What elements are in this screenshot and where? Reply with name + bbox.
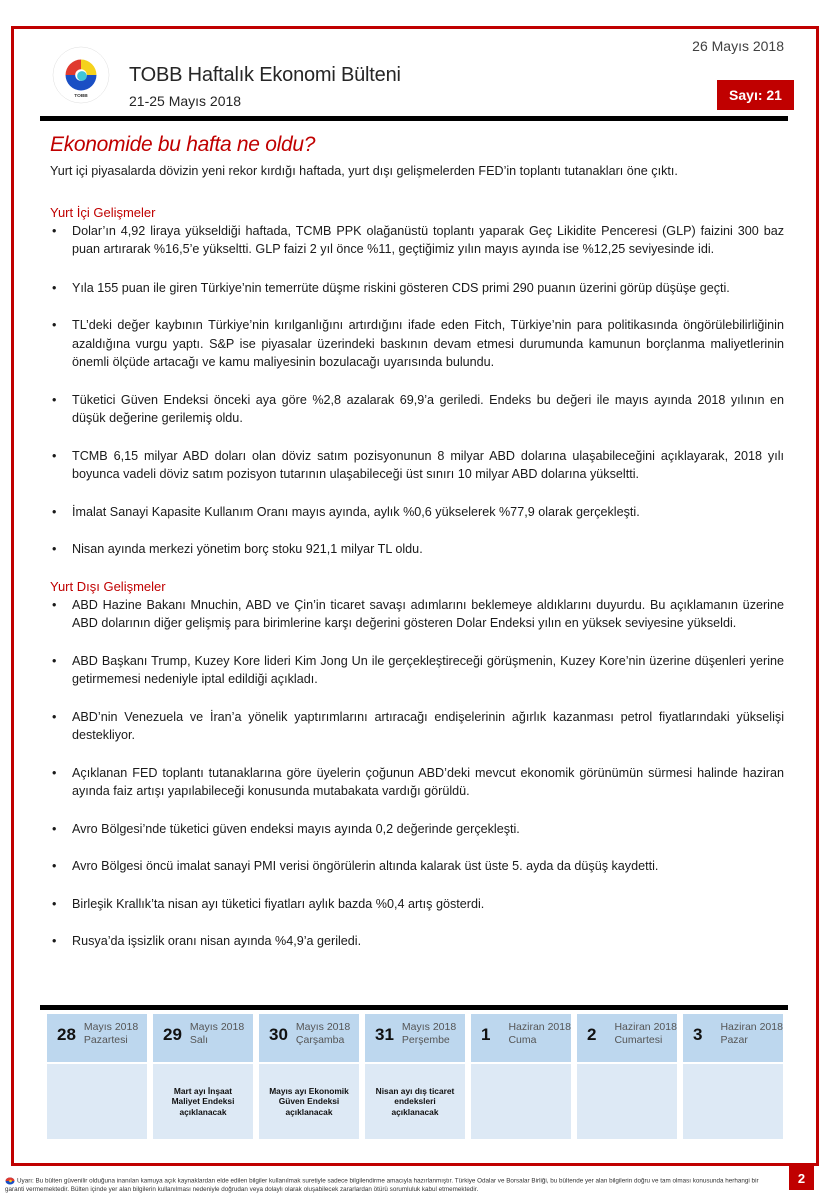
day-month: Mayıs 2018 <box>83 1021 139 1033</box>
calendar-day <box>471 1014 571 1139</box>
issue-badge: Sayı: 21 <box>717 80 794 110</box>
header-divider <box>40 116 788 121</box>
calendar-day <box>259 1014 359 1139</box>
day-event: Mayıs ayı Ekonomik Güven Endeksi açıklanacak <box>259 1064 359 1139</box>
logo-text: TOBB <box>74 94 88 100</box>
day-weekday: Çarşamba <box>295 1034 345 1046</box>
list-item: • Avro Bölgesi’nde tüketici güven endeksi mayıs ayında 0,2 değerinde gerçekleşti. <box>50 820 784 839</box>
bulletin-period: 21-25 Mayıs 2018 <box>129 93 242 109</box>
day-number: 2 <box>587 1025 597 1044</box>
calendar-day <box>683 1014 783 1139</box>
day-number: 1 <box>481 1025 491 1044</box>
calendar-day <box>577 1014 677 1139</box>
day-weekday: Salı <box>189 1034 209 1046</box>
list-item: • ABD’nin Venezuela ve İran’a yönelik yaptırımlarını artıracağı endişelerinin ağırlık kazanması petrol fiyatlarındaki yükselişi destekliyor. <box>50 708 784 745</box>
calendar-day-header <box>365 1014 465 1062</box>
day-number: 31 <box>375 1025 394 1044</box>
day-month: Haziran 2018 <box>614 1021 677 1033</box>
day-event: Nisan ayı dış ticaret endeksleri açıklanacak <box>365 1064 465 1139</box>
day-month: Haziran 2018 <box>508 1021 571 1033</box>
list-item: • Açıklanan FED toplantı tutanaklarına göre üyelerin çoğunun ABD’deki mevcut ekonomik görünümün sürmesi halinde haziran ayında faiz artışı yapılabileceği konusunda mutabakata vardığı görüldü. <box>50 764 784 801</box>
day-number: 28 <box>57 1025 76 1044</box>
day-month: Mayıs 2018 <box>189 1021 245 1033</box>
list-item: • İmalat Sanayi Kapasite Kullanım Oranı mayıs ayında, aylık %0,6 yükselerek %77,9 olarak gerçekleşti. <box>50 503 784 522</box>
day-weekday: Cuma <box>508 1034 537 1046</box>
disclaimer <box>5 1177 775 1195</box>
calendar-day-header <box>683 1014 783 1062</box>
tobb-mini-logo-icon <box>5 1177 15 1185</box>
foreign-list <box>50 596 784 951</box>
day-weekday: Perşembe <box>401 1034 450 1046</box>
list-item: • Tüketici Güven Endeksi önceki aya göre %2,8 azalarak 69,9’a geriledi. Endeks bu değeri ile mayıs ayında 2018 yılının en düşük değerine gerilemiş oldu. <box>50 391 784 428</box>
day-event <box>47 1064 147 1139</box>
list-item: • Avro Bölgesi öncü imalat sanayi PMI verisi öngörülerin altında kalarak üst üste 5. ayda da düşüş kaydetti. <box>50 857 784 876</box>
domestic-heading: Yurt İçi Gelişmeler <box>50 204 156 220</box>
calendar-day-header <box>471 1014 571 1062</box>
list-item: • TCMB 6,15 milyar ABD doları olan döviz satım pozisyonunun 8 milyar ABD dolarına ulaşabileceğini açıklayarak, 2018 yılı boyunca vadeli döviz satım pozisyon tutarının ulaşabileceği üst sınırı 10 milyar ABD dolarına yükseltti. <box>50 447 784 484</box>
day-month: Haziran 2018 <box>720 1021 783 1033</box>
bulletin-title: TOBB Haftalık Ekonomi Bülteni <box>129 64 401 86</box>
intro-text: Yurt içi piyasalarda dövizin yeni rekor kırdığı haftada, yurt dışı gelişmelerden FED’in toplantı tutanakları öne çıktı. <box>50 164 678 178</box>
list-item: • Rusya’da işsizlik oranı nisan ayında %4,9’a geriledi. <box>50 932 784 951</box>
day-weekday: Cumartesi <box>614 1034 663 1046</box>
day-month: Mayıs 2018 <box>401 1021 457 1033</box>
calendar-day <box>365 1014 465 1139</box>
foreign-heading: Yurt Dışı Gelişmeler <box>50 578 166 594</box>
calendar-divider <box>40 1005 788 1010</box>
weekly-calendar <box>47 1014 788 1139</box>
day-number: 30 <box>269 1025 288 1044</box>
list-item: • ABD Başkanı Trump, Kuzey Kore lideri Kim Jong Un ile gerçekleştireceği görüşmenin, Kuzey Kore’nin üzerine düşenleri yerine getirmemesi nedeniyle iptal edildiği açıkladı. <box>50 652 784 689</box>
day-weekday: Pazartesi <box>83 1034 128 1046</box>
calendar-day <box>153 1014 253 1139</box>
bulletin-date: 26 Mayıs 2018 <box>692 38 784 54</box>
calendar-day-header <box>577 1014 677 1062</box>
calendar-day-header <box>153 1014 253 1062</box>
day-event: Mart ayı İnşaat Maliyet Endeksi açıklanacak <box>153 1064 253 1139</box>
list-item: • Birleşik Krallık’ta nisan ayı tüketici fiyatları aylık bazda %0,4 artış gösterdi. <box>50 895 784 914</box>
tobb-logo-icon <box>52 46 110 104</box>
day-weekday: Pazar <box>720 1034 748 1046</box>
list-item: • TL’deki değer kaybının Türkiye’nin kırılganlığını artırdığını ifade eden Fitch, Türkiye’nin para politikasında öngörülebilirliğinin azaldığına vurgu yaptı. S&P ise piyasalar üzerindeki baskının devam etmesi durumunda kamunun borçlanma maliyetlerinin önemli ölçüde artacağı ve kamu maliyesinin bozulacağı uyarısında bulundu. <box>50 316 784 372</box>
calendar-day-header <box>47 1014 147 1062</box>
main-content <box>50 162 784 970</box>
list-item: • Nisan ayında merkezi yönetim borç stoku 921,1 milyar TL oldu. <box>50 540 784 559</box>
day-number: 3 <box>693 1025 703 1044</box>
list-item: • ABD Hazine Bakanı Mnuchin, ABD ve Çin’in ticaret savaşı adımlarını beklemeye aldıklarını duyurdu. Bu açıklamanın üzerine ABD dolarının diğer gelişmiş para birimlerine karşı değerini gösteren Dolar Endeksi yılın en yüksek seviyesine yükseldi. <box>50 596 784 633</box>
domestic-list <box>50 222 784 559</box>
page-number: 2 <box>789 1166 814 1190</box>
day-number: 29 <box>163 1025 182 1044</box>
day-event <box>577 1064 677 1139</box>
disclaimer-text: Uyarı: Bu bülten güvenilir olduğuna inanılan kamuya açık kaynaklardan elde edilen bilgiler kullanılmak suretiyle sadece bilgilendirme amacıyla hazırlanmıştır. Türkiye Odalar ve Borsalar Birliği, bu bültende yer alan bilgilerin doğru ve tam olması konusunda herhangi bir garanti vermemektedir. Bülten içinde yer alan bilgilerin kullanılması nedeniyle doğrudan veya dolaylı olarak oluşabilecek zararlardan ötürü sorumluluk kabul etmemektedir. <box>5 1177 759 1194</box>
calendar-day-header <box>259 1014 359 1062</box>
day-event <box>683 1064 783 1139</box>
section-headline: Ekonomide bu hafta ne oldu? <box>50 133 316 156</box>
day-month: Mayıs 2018 <box>295 1021 351 1033</box>
list-item: • Yıla 155 puan ile giren Türkiye’nin temerrüte düşme riskini gösteren CDS primi 290 puanın üzerini görüp düşüşe geçti. <box>50 279 784 298</box>
calendar-day <box>47 1014 147 1139</box>
day-event <box>471 1064 571 1139</box>
list-item: • Dolar’ın 4,92 liraya yükseldiği haftada, TCMB PPK olağanüstü toplantı yaparak Geç Likidite Penceresi (GLP) faizini 300 baz puan artırarak %16,5’e yükseltti. GLP faizi 2 yıl önce %11, geçtiğimiz yılın mayıs ayında ise %12,25 seviyesinde idi. <box>50 222 784 259</box>
